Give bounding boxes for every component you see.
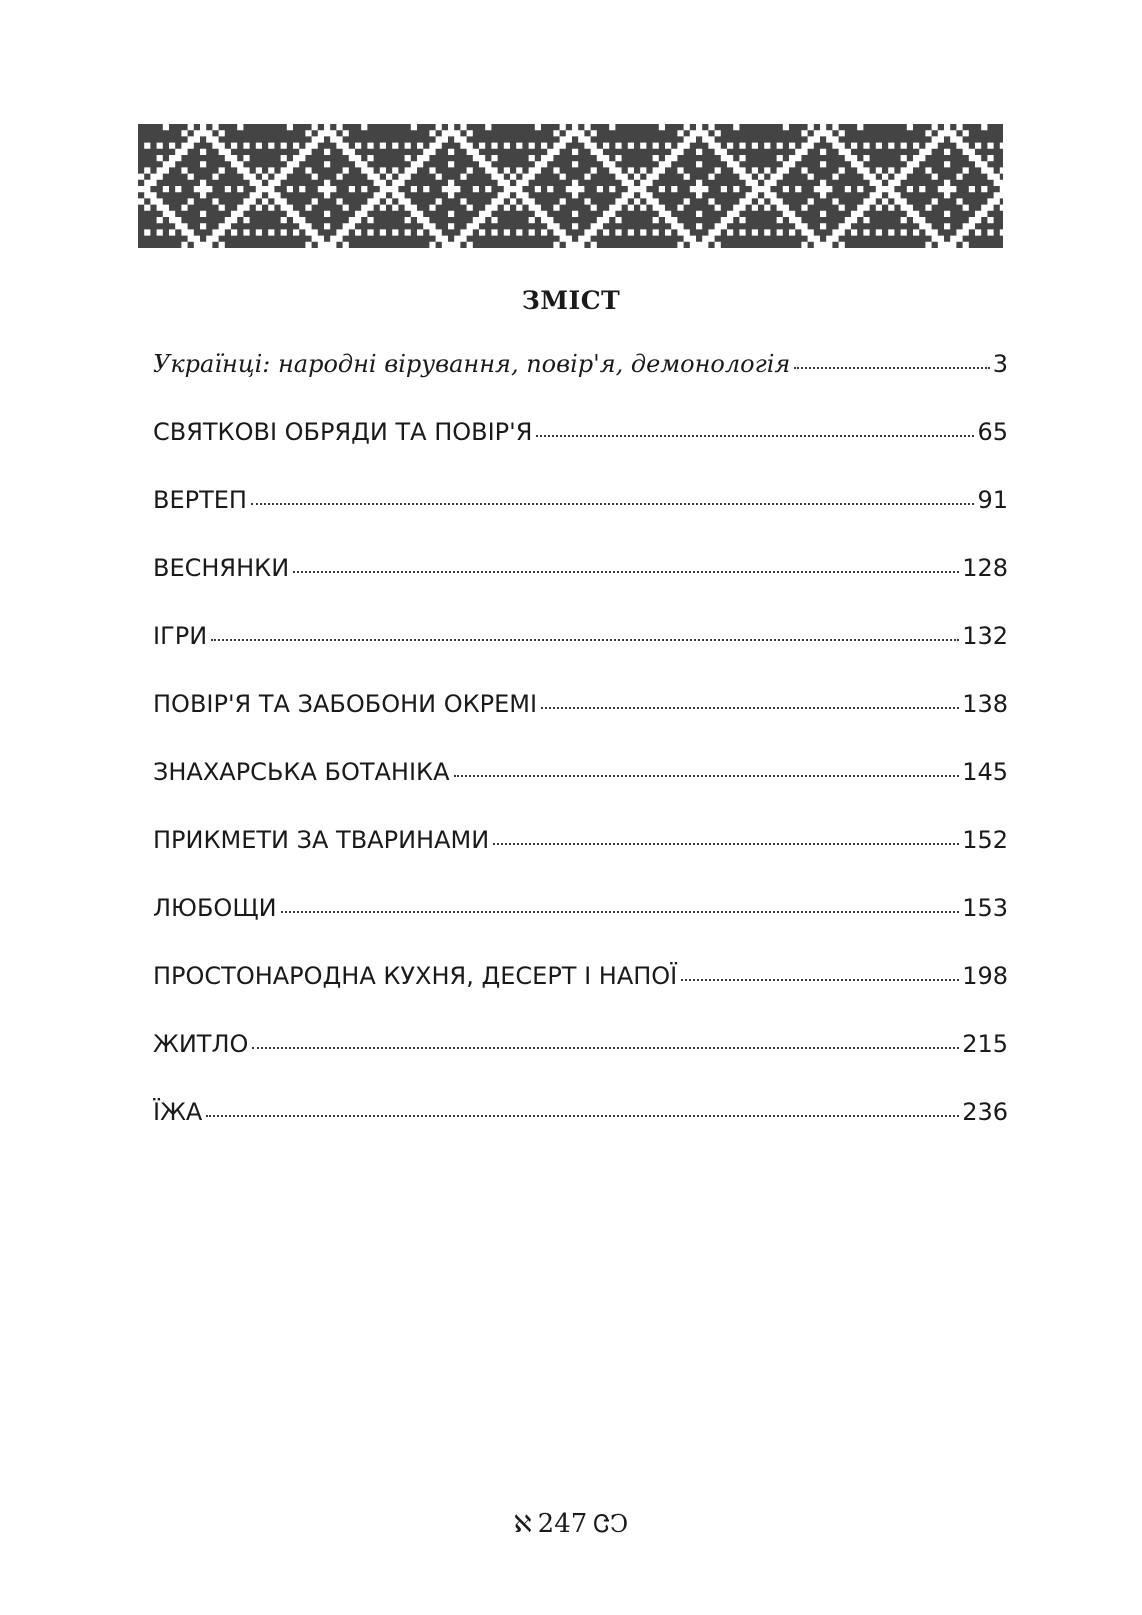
toc-entry-page: 138 <box>962 690 1008 718</box>
toc-dot-leader <box>681 979 959 981</box>
toc-entry-label: ЇЖА <box>153 1098 203 1126</box>
toc-entry-page: 198 <box>962 962 1008 990</box>
toc-dot-leader <box>536 435 974 437</box>
toc-entry[interactable] <box>153 690 1008 758</box>
toc-entry[interactable] <box>153 826 1008 894</box>
toc-entry-page: 215 <box>962 1030 1008 1058</box>
toc-entry[interactable] <box>153 418 1008 486</box>
toc-entry-label: ЛЮБОЩИ <box>153 894 277 922</box>
toc-entry-label: ІГРИ <box>153 622 208 650</box>
table-of-contents <box>153 350 1008 1166</box>
toc-entry[interactable] <box>153 622 1008 690</box>
toc-dot-leader <box>454 775 960 777</box>
toc-dot-leader <box>541 707 959 709</box>
left-flourish-icon: ℵ <box>513 1510 532 1538</box>
toc-entry-label: ПРИКМЕТИ ЗА ТВАРИНАМИ <box>153 826 490 854</box>
toc-dot-leader <box>293 571 959 573</box>
toc-entry-page: 153 <box>962 894 1008 922</box>
embroidery-ornament-icon <box>138 124 1003 248</box>
toc-entry[interactable] <box>153 758 1008 826</box>
toc-entry-page: 236 <box>962 1098 1008 1126</box>
page-number: 247 <box>537 1509 588 1539</box>
toc-entry-label: ПОВІР'Я ТА ЗАБОБОНИ ОКРЕМІ <box>153 690 538 718</box>
right-flourish-icon: ᏣϽ <box>593 1510 629 1538</box>
toc-entry-page: 91 <box>977 486 1008 514</box>
toc-entry-label: СВЯТКОВІ ОБРЯДИ ТА ПОВІР'Я <box>153 418 533 446</box>
toc-entry[interactable] <box>153 554 1008 622</box>
toc-entry-label: ВЕРТЕП <box>153 486 247 514</box>
toc-entry-label: ЖИТЛО <box>153 1030 249 1058</box>
page-title: ЗМІСТ <box>521 286 621 315</box>
toc-entry-page: 132 <box>962 622 1008 650</box>
embroidery-ornament-banner <box>138 124 1003 248</box>
toc-entry-label: ПРОСТОНАРОДНА КУХНЯ, ДЕСЕРТ І НАПОЇ <box>153 962 678 990</box>
toc-dot-leader <box>251 503 974 505</box>
toc-dot-leader <box>211 639 959 641</box>
toc-entry[interactable] <box>153 962 1008 1030</box>
toc-entry-page: 65 <box>977 418 1008 446</box>
toc-dot-leader <box>252 1047 959 1049</box>
toc-entry-label: ВЕСНЯНКИ <box>153 554 290 582</box>
toc-dot-leader <box>493 843 959 845</box>
toc-entry-label: ЗНАХАРСЬКА БОТАНІКА <box>153 758 450 786</box>
toc-entry[interactable] <box>153 1030 1008 1098</box>
toc-dot-leader <box>281 911 960 913</box>
toc-entry[interactable] <box>153 894 1008 962</box>
toc-entry-label: Українці: народні вірування, повір'я, демонологія <box>153 350 791 378</box>
toc-entry-page: 128 <box>962 554 1008 582</box>
toc-dot-leader <box>206 1115 959 1117</box>
page-footer <box>0 1508 1142 1539</box>
toc-entry[interactable] <box>153 486 1008 554</box>
toc-dot-leader <box>794 367 989 369</box>
toc-entry-page: 152 <box>962 826 1008 854</box>
toc-entry[interactable] <box>153 1098 1008 1166</box>
toc-entry[interactable] <box>153 350 1008 418</box>
toc-entry-page: 145 <box>962 758 1008 786</box>
toc-entry-page: 3 <box>992 350 1008 378</box>
